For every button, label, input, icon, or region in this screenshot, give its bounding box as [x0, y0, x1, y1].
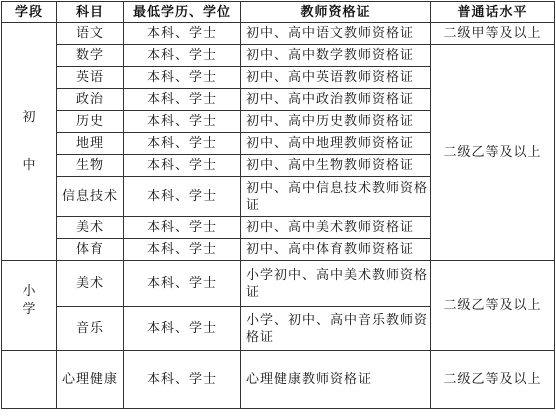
certificate-cell: 初中、高中美术教师资格证 [241, 217, 431, 239]
subject-cell: 语文 [57, 23, 124, 45]
certificate-cell: 初中、高中信息技术教师资格证 [241, 177, 431, 217]
header-mandarin: 普通话水平 [431, 2, 555, 23]
table-row [2, 261, 555, 307]
certificate-cell: 初中、高中地理教师资格证 [241, 133, 431, 155]
stage-primary-char: 学 [22, 301, 36, 317]
degree-cell: 本科、学士 [124, 45, 241, 67]
table-row [2, 23, 555, 45]
certificate-cell: 初中、高中英语教师资格证 [241, 67, 431, 89]
certificate-cell: 小学、初中、高中音乐教师资格证 [241, 307, 431, 351]
degree-cell: 本科、学士 [124, 239, 241, 261]
degree-cell: 本科、学士 [124, 133, 241, 155]
certificate-cell: 初中、高中政治教师资格证 [241, 89, 431, 111]
header-row [2, 2, 555, 23]
degree-cell: 本科、学士 [124, 23, 241, 45]
subject-cell: 历史 [57, 111, 124, 133]
degree-cell: 本科、学士 [124, 261, 241, 307]
certificate-cell: 小学初中、高中美术教师资格证 [241, 261, 431, 307]
subject-cell: 信息技术 [57, 177, 124, 217]
header-certificate: 教师资格证 [241, 2, 431, 23]
degree-cell: 本科、学士 [124, 111, 241, 133]
certificate-cell: 初中、高中体育教师资格证 [241, 239, 431, 261]
stage-primary [2, 261, 57, 351]
stage-primary-char: 小 [22, 283, 36, 299]
degree-cell: 本科、学士 [124, 307, 241, 351]
subject-cell: 体育 [57, 239, 124, 261]
subject-cell: 美术 [57, 261, 124, 307]
header-stage: 学段 [2, 2, 57, 23]
subject-cell: 政治 [57, 89, 124, 111]
stage-junior-char: 初 [22, 109, 36, 125]
degree-cell: 本科、学士 [124, 217, 241, 239]
subject-cell: 美术 [57, 217, 124, 239]
table-row [2, 351, 555, 409]
certificate-cell: 初中、高中生物教师资格证 [241, 155, 431, 177]
degree-cell: 本科、学士 [124, 67, 241, 89]
degree-cell: 本科、学士 [124, 155, 241, 177]
mandarin-cell: 二级甲等及以上 [431, 23, 555, 45]
stage-other [2, 351, 57, 409]
subject-cell: 英语 [57, 67, 124, 89]
degree-cell: 本科、学士 [124, 89, 241, 111]
subject-cell: 数学 [57, 45, 124, 67]
mandarin-cell: 二级乙等及以上 [431, 351, 555, 409]
degree-cell: 本科、学士 [124, 177, 241, 217]
certificate-cell: 初中、高中数学教师资格证 [241, 45, 431, 67]
certificate-cell: 初中、高中语文教师资格证 [241, 23, 431, 45]
table-row [2, 45, 555, 67]
header-degree: 最低学历、学位 [124, 2, 241, 23]
subject-cell: 地理 [57, 133, 124, 155]
certificate-cell: 初中、高中历史教师资格证 [241, 111, 431, 133]
degree-cell: 本科、学士 [124, 351, 241, 409]
stage-junior [2, 23, 57, 261]
subject-cell: 音乐 [57, 307, 124, 351]
subject-cell: 心理健康 [57, 351, 124, 409]
header-subject: 科目 [57, 2, 124, 23]
mandarin-cell: 二级乙等及以上 [431, 45, 555, 261]
teacher-requirements-table [1, 1, 555, 409]
stage-junior-char: 中 [22, 157, 36, 173]
mandarin-cell: 二级乙等及以上 [431, 261, 555, 351]
subject-cell: 生物 [57, 155, 124, 177]
certificate-cell: 心理健康教师资格证 [241, 351, 431, 409]
